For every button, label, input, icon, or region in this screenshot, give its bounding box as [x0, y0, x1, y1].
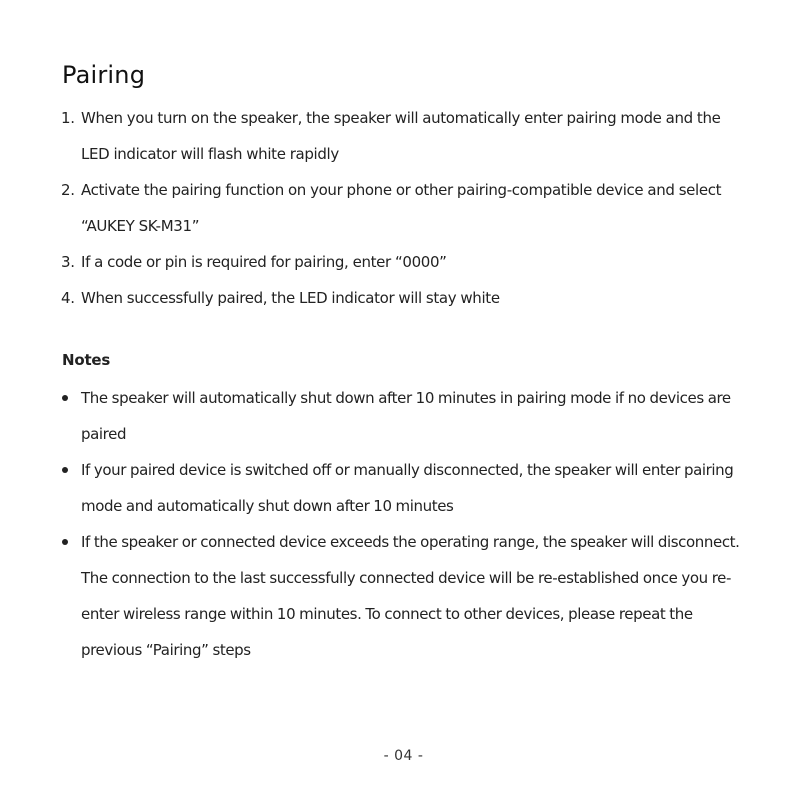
- note-text: The speaker will automatically shut down after 10 minutes in pairing mode if no devices are paired: [81, 389, 731, 443]
- page-number: - 04 -: [383, 748, 424, 764]
- note-item: [62, 380, 752, 452]
- pairing-step-3: [62, 244, 752, 280]
- bullet-icon: [62, 539, 68, 545]
- pairing-steps-list: [62, 100, 752, 316]
- pairing-step-1: [62, 100, 752, 172]
- manual-page: [62, 58, 752, 668]
- notes-list: [62, 380, 752, 668]
- step-text: If a code or pin is required for pairing, enter “0000”: [81, 253, 447, 271]
- step-number: 2.: [61, 181, 75, 199]
- step-text: When you turn on the speaker, the speaker will automatically enter pairing mode and the LED indicator will flash white rapidly: [81, 109, 721, 163]
- notes-heading: Notes: [62, 351, 111, 369]
- note-text: If the speaker or connected device exceeds the operating range, the speaker will disconnect. The connection to the last successfully connected device will be re-established once you re-enter wireless range within 10 minutes. To connect to other devices, please repeat the previous “Pairing” steps: [81, 533, 740, 659]
- step-number: 3.: [61, 253, 75, 271]
- pairing-step-4: [62, 280, 752, 316]
- step-text: Activate the pairing function on your phone or other pairing-compatible device and select “AUKEY SK-M31”: [81, 181, 722, 235]
- step-number: 4.: [61, 289, 75, 307]
- note-text: If your paired device is switched off or manually disconnected, the speaker will enter pairing mode and automatically shut down after 10 minutes: [81, 461, 734, 515]
- bullet-icon: [62, 467, 68, 473]
- note-item: [62, 524, 752, 668]
- bullet-icon: [62, 395, 68, 401]
- step-text: When successfully paired, the LED indicator will stay white: [81, 289, 500, 307]
- step-number: 1.: [61, 109, 75, 127]
- note-item: [62, 452, 752, 524]
- section-title: Pairing: [62, 61, 146, 89]
- pairing-step-2: [62, 172, 752, 244]
